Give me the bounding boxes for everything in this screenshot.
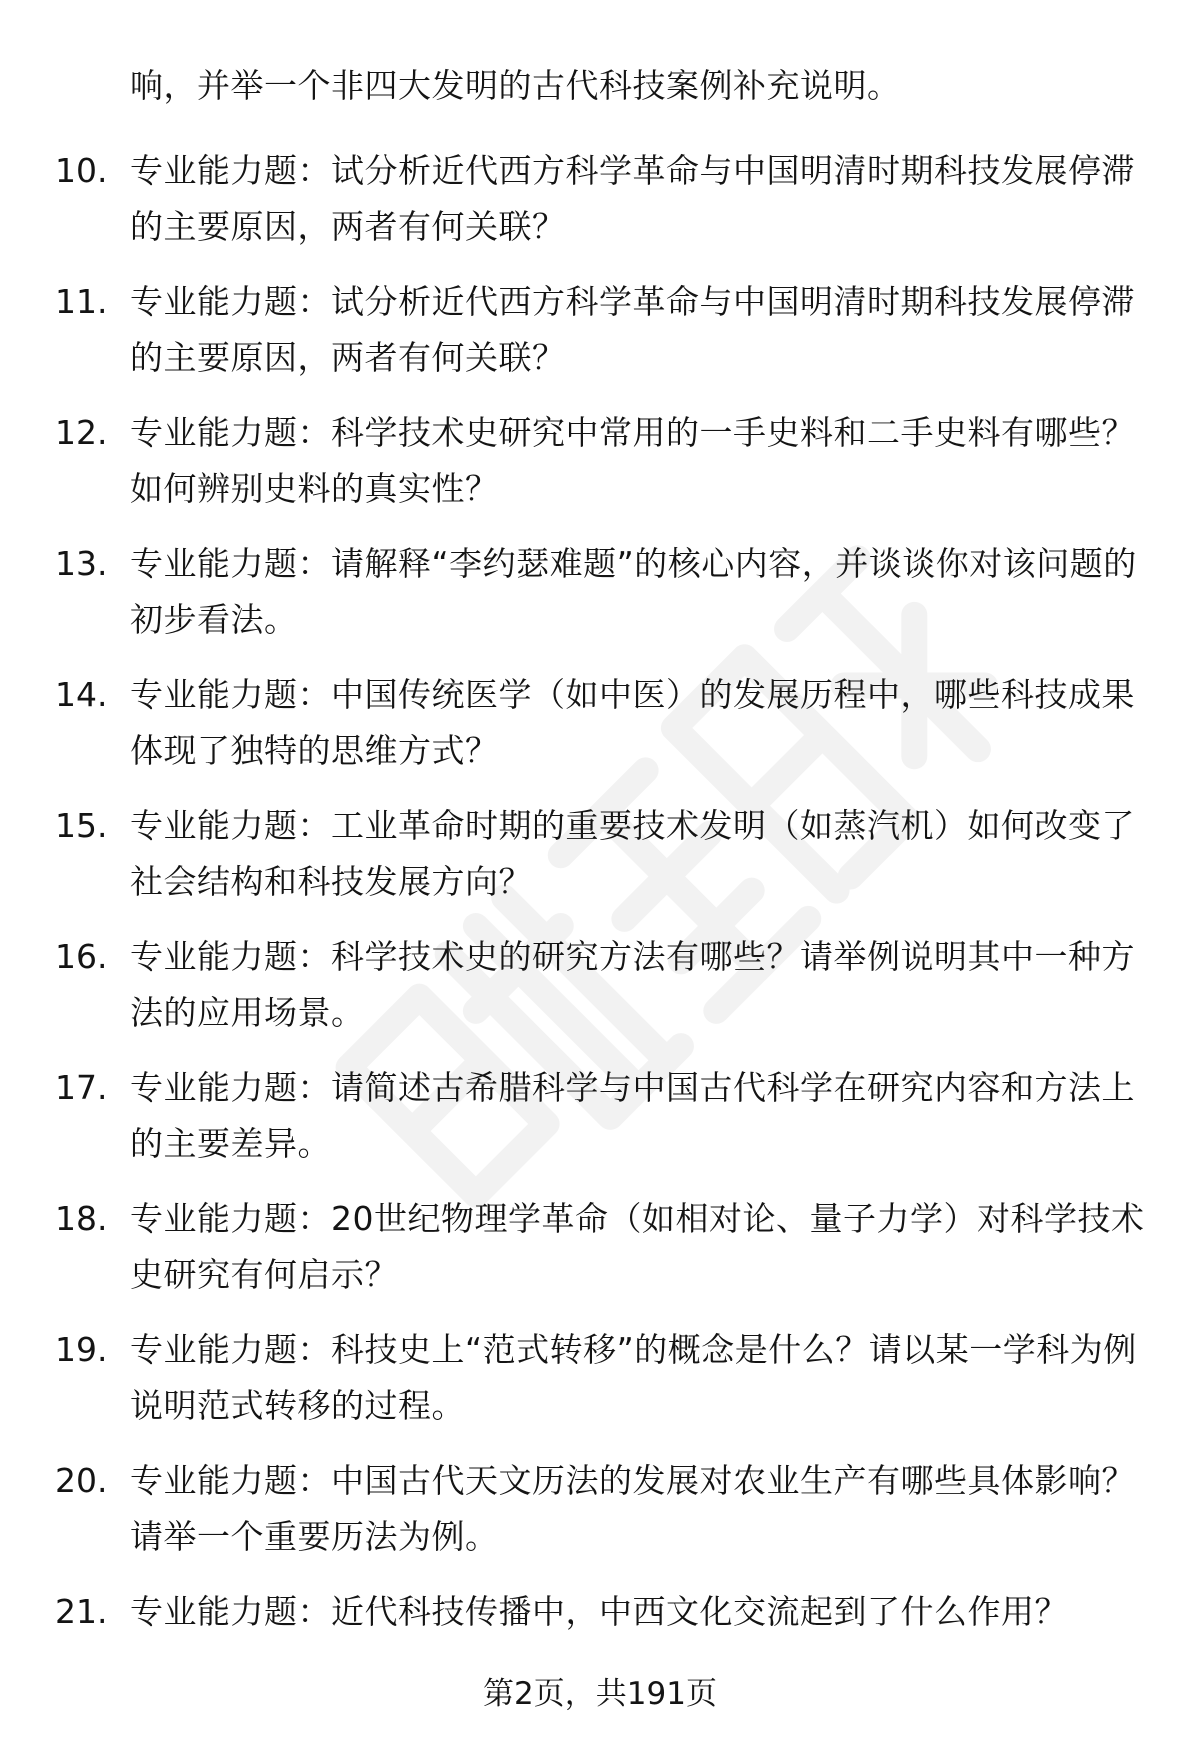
question-item [0,405,1200,536]
page-footer: 第2页，共191页 [483,1676,717,1712]
question-item [0,1322,1200,1453]
question-text: 专业能力题：20世纪物理学革命（如相对论、量子力学）对科学技术史研究有何启示？ [130,1199,1145,1294]
question-number: 20. [55,1461,108,1500]
question-item [0,1191,1200,1322]
question-number: 13. [55,544,108,583]
question-number: 10. [55,151,108,190]
question-item [0,274,1200,405]
question-item [0,536,1200,667]
question-item [0,143,1200,274]
question-text: 专业能力题：中国传统医学（如中医）的发展历程中，哪些科技成果体现了独特的思维方式？ [130,675,1135,770]
continuation-text: 响，并举一个非四大发明的古代科技案例补充说明。 [130,66,901,105]
question-number: 11. [55,282,108,321]
question-text: 专业能力题：请简述古希腊科学与中国古代科学在研究内容和方法上的主要差异。 [130,1068,1135,1163]
question-item [0,667,1200,798]
question-text: 专业能力题：科学技术史研究中常用的一手史料和二手史料有哪些？如何辨别史料的真实性？ [130,413,1135,508]
question-number: 19. [55,1330,108,1369]
question-text: 专业能力题：近代科技传播中，中西文化交流起到了什么作用？ [130,1592,1068,1631]
question-number: 12. [55,413,108,452]
question-text: 专业能力题：试分析近代西方科学革命与中国明清时期科技发展停滞的主要原因，两者有何关联？ [130,282,1135,377]
question-text: 专业能力题：科学技术史的研究方法有哪些？请举例说明其中一种方法的应用场景。 [130,937,1135,1032]
question-number: 16. [55,937,108,976]
question-item [0,1060,1200,1191]
question-number: 17. [55,1068,108,1107]
question-item [0,1453,1200,1584]
question-text: 专业能力题：中国古代天文历法的发展对农业生产有哪些具体影响？请举一个重要历法为例。 [130,1461,1135,1556]
question-number: 21. [55,1592,108,1631]
question-text: 专业能力题：工业革命时期的重要技术发明（如蒸汽机）如何改变了社会结构和科技发展方向？ [130,806,1135,901]
question-text: 专业能力题：试分析近代西方科学革命与中国明清时期科技发展停滞的主要原因，两者有何关联？ [130,151,1135,246]
question-text: 专业能力题：请解释“李约瑟难题”的核心内容，并谈谈你对该问题的初步看法。 [130,544,1137,639]
question-item [0,798,1200,929]
question-number: 15. [55,806,108,845]
question-number: 18. [55,1199,108,1238]
question-list [0,143,1200,1715]
question-number: 14. [55,675,108,714]
question-text: 专业能力题：科技史上“范式转移”的概念是什么？请以某一学科为例说明范式转移的过程。 [130,1330,1137,1425]
question-item [0,929,1200,1060]
